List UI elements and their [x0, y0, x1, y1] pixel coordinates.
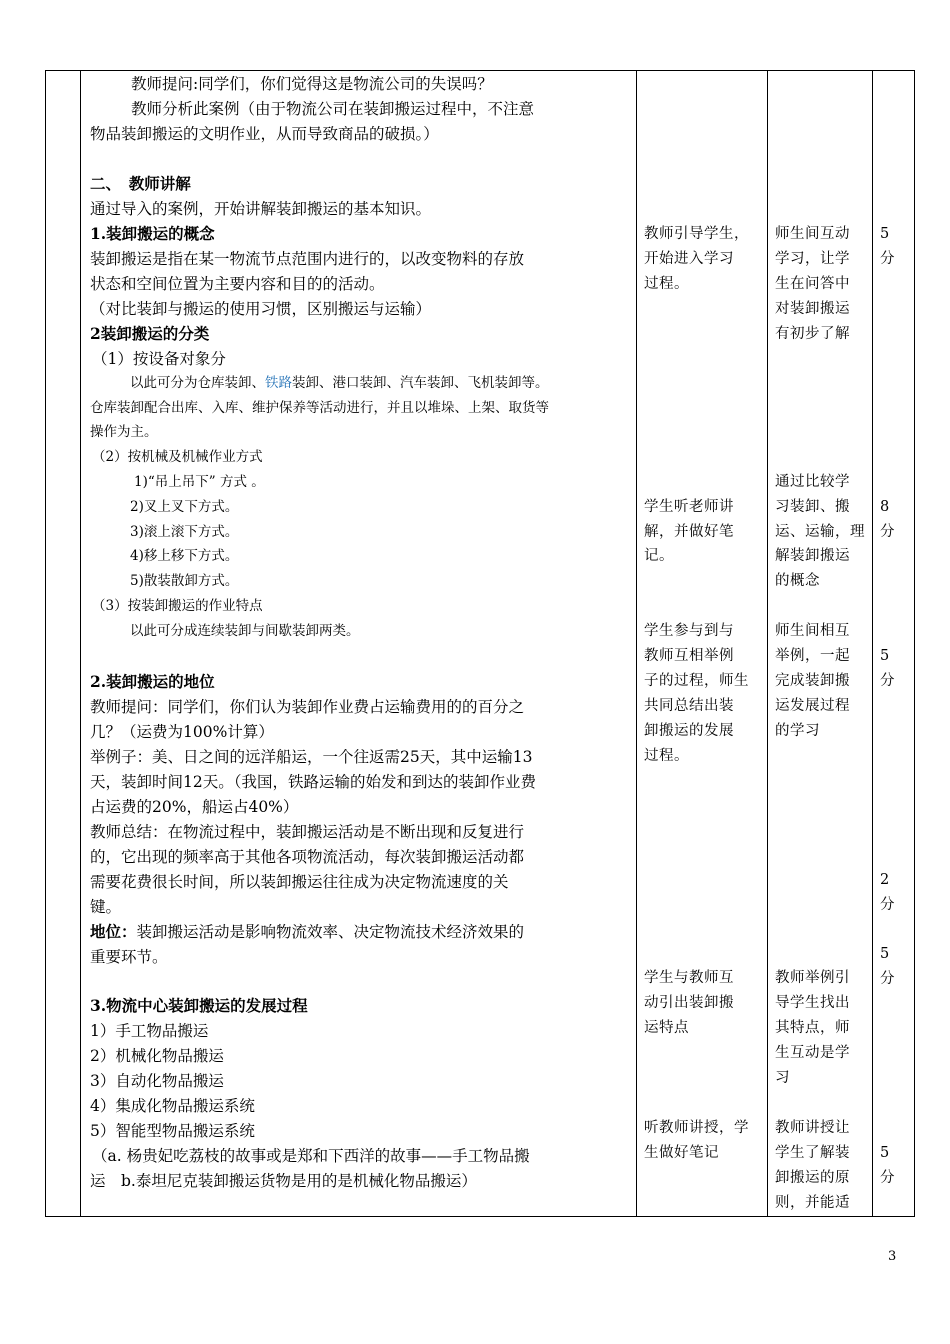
column-divider	[872, 71, 873, 1216]
intent-line: 解装卸搬运	[775, 548, 850, 564]
intent-line: 生互动是学	[775, 1045, 850, 1061]
content-line: 5）智能型物品搬运系统	[90, 1122, 255, 1140]
lesson-plan-table	[45, 70, 915, 1217]
content-line: （3）按装卸搬运的作业特点	[92, 598, 263, 614]
intent-line: 的学习	[775, 723, 820, 739]
intent-line: 运、运输，理	[775, 524, 865, 540]
section-heading: 2装卸搬运的分类	[90, 324, 210, 343]
content-line: 2）机械化物品搬运	[90, 1047, 224, 1065]
content-line: 3）自动化物品搬运	[90, 1072, 224, 1090]
content-line: 5)散装散卸方式。	[130, 573, 239, 589]
intent-line: 的概念	[775, 573, 820, 589]
time-value: 8	[880, 499, 890, 515]
section-heading: 3.物流中心装卸搬运的发展过程	[90, 996, 308, 1015]
activity-line: 子的过程，师生	[644, 673, 749, 689]
content-line: 以此可分为仓库装卸、铁路装卸、港口装卸、汽车装卸、飞机装卸等。	[130, 375, 549, 391]
activity-line: 学生听老师讲	[644, 499, 734, 515]
content-line: 以此可分成连续装卸与间歇装卸两类。	[130, 623, 360, 639]
activity-line: 教师引导学生，	[644, 226, 749, 242]
design-intent-column	[775, 71, 871, 1216]
content-line: （对比装卸与搬运的使用习惯，区别搬运与运输）	[90, 300, 432, 318]
content-line: 地位：装卸搬运活动是影响物流效率、决定物流技术经济效果的	[90, 922, 525, 941]
content-line: 通过导入的案例，开始讲解装卸搬运的基本知识。	[90, 200, 432, 218]
intent-line: 教师讲授让	[775, 1120, 850, 1136]
time-unit: 分	[880, 673, 895, 689]
content-line: 1)“吊上吊下” 方式 。	[134, 474, 265, 490]
column-divider	[80, 71, 81, 1216]
content-line: 3)滚上滚下方式。	[130, 524, 239, 540]
time-unit: 分	[880, 524, 895, 540]
content-line: 4）集成化物品搬运系统	[90, 1097, 255, 1115]
content-line: 的，它出现的频率高于其他各项物流活动，每次装卸搬运活动都	[90, 848, 525, 866]
content-line: 教师分析此案例（由于物流公司在装卸搬运过程中，不注意	[131, 100, 535, 118]
activity-line: 生做好笔记	[644, 1145, 719, 1161]
content-line: 状态和空间位置为主要内容和目的的活动。	[90, 275, 385, 293]
activity-line: 学生与教师互	[644, 970, 734, 986]
content-line: 键。	[90, 898, 122, 916]
content-line: 占运费的20%，船运占40%）	[90, 798, 299, 816]
student-activity-column	[644, 71, 766, 1216]
content-line: 教师提问：同学们，你们认为装卸作业费占运输费用的的百分之	[90, 698, 525, 716]
intent-line: 运发展过程	[775, 698, 850, 714]
activity-line: 听教师讲授，学	[644, 1120, 749, 1136]
time-column	[880, 71, 914, 1216]
intent-line: 有初步了解	[775, 326, 850, 342]
content-line: 教师提问:同学们，你们觉得这是物流公司的失误吗？	[131, 75, 493, 93]
time-value: 5	[880, 648, 890, 664]
content-line: （1）按设备对象分	[92, 350, 226, 368]
intent-line: 其特点，师	[775, 1020, 850, 1036]
intent-line: 举例，一起	[775, 648, 850, 664]
intent-line: 卸搬运的原	[775, 1170, 850, 1186]
intent-line: 生在问答中	[775, 276, 850, 292]
time-value: 5	[880, 226, 890, 242]
intent-line: 师生间相互	[775, 623, 850, 639]
activity-line: 解，并做好笔	[644, 524, 734, 540]
activity-line: 动引出装卸搬	[644, 995, 734, 1011]
content-line: 运 b.泰坦尼克装卸搬运货物是用的是机械化物品搬运）	[90, 1172, 477, 1190]
intent-line: 学习，让学	[775, 251, 850, 267]
intent-line: 则，并能适	[775, 1195, 850, 1211]
time-value: 5	[880, 1145, 890, 1161]
intent-line: 师生间互动	[775, 226, 850, 242]
activity-line: 过程。	[644, 748, 689, 764]
intent-line: 完成装卸搬	[775, 673, 850, 689]
time-unit: 分	[880, 1170, 895, 1186]
content-line: 物品装卸搬运的文明作业，从而导致商品的破损。）	[90, 125, 439, 143]
content-line: 几？（运费为100%计算）	[90, 723, 274, 741]
activity-line: 教师互相举例	[644, 648, 734, 664]
content-line: 2)叉上叉下方式。	[130, 499, 239, 515]
page-number: 3	[888, 1249, 897, 1264]
time-unit: 分	[880, 251, 895, 267]
activity-line: 卸搬运的发展	[644, 723, 734, 739]
content-line: 仓库装卸配合出库、入库、维护保养等活动进行，并且以堆垛、上架、取货等	[90, 400, 549, 416]
content-line: 需要花费很长时间，所以装卸搬运往往成为决定物流速度的关	[90, 873, 509, 891]
content-line: 天，装卸时间12天。（我国，铁路运输的始发和到达的装卸作业费	[90, 773, 536, 791]
activity-line: 共同总结出装	[644, 698, 734, 714]
section-heading: 2.装卸搬运的地位	[90, 672, 215, 691]
time-value: 2	[880, 872, 890, 888]
activity-line: 运特点	[644, 1020, 689, 1036]
content-line: 教师总结：在物流过程中，装卸搬运活动是不断出现和反复进行	[90, 823, 525, 841]
content-line: 1）手工物品搬运	[90, 1022, 209, 1040]
content-line: 举例子：美、日之间的远洋船运，一个往返需25天，其中运输13	[90, 748, 533, 766]
content-line: 装卸搬运是指在某一物流节点范围内进行的，以改变物料的存放	[90, 250, 525, 268]
time-value: 5	[880, 946, 890, 962]
intent-line: 对装卸搬运	[775, 301, 850, 317]
railway-link[interactable]: 铁路	[265, 375, 292, 391]
activity-line: 记。	[644, 548, 674, 564]
intent-line: 教师举例引	[775, 970, 850, 986]
time-unit: 分	[880, 971, 895, 987]
activity-line: 学生参与到与	[644, 623, 734, 639]
intent-line: 习	[775, 1070, 790, 1086]
teaching-content-column	[86, 71, 634, 1216]
content-line: （2）按机械及机械作业方式	[92, 449, 263, 465]
intent-line: 学生了解装	[775, 1145, 850, 1161]
intent-line: 通过比较学	[775, 474, 850, 490]
section-heading: 1.装卸搬运的概念	[90, 224, 215, 243]
content-line: 4)移上移下方式。	[130, 548, 239, 564]
content-line: 操作为主。	[90, 424, 158, 440]
column-divider	[767, 71, 768, 1216]
content-line: （a. 杨贵妃吃荔枝的故事或是郑和下西洋的故事——手工物品搬	[92, 1147, 530, 1165]
intent-line: 导学生找出	[775, 995, 850, 1011]
section-heading: 二、 教师讲解	[90, 174, 191, 193]
activity-line: 过程。	[644, 276, 689, 292]
time-unit: 分	[880, 897, 895, 913]
content-line: 重要环节。	[90, 948, 168, 966]
activity-line: 开始进入学习	[644, 251, 734, 267]
intent-line: 习装卸、搬	[775, 499, 850, 515]
column-divider	[636, 71, 637, 1216]
